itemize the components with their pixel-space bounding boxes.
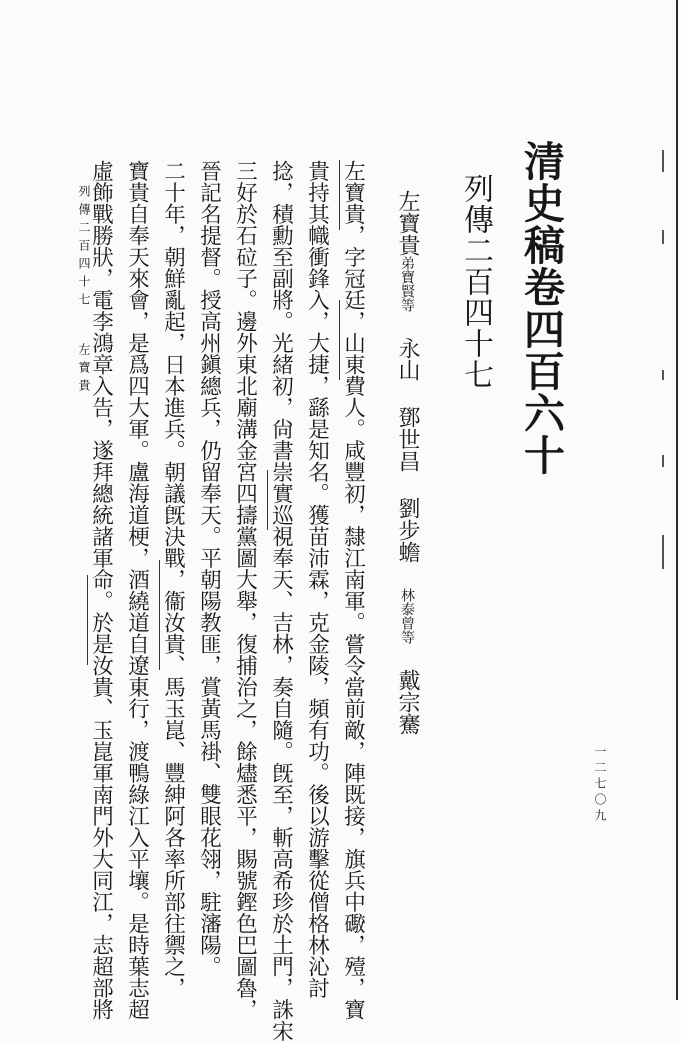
name-dai-zongqian: 戴宗騫: [395, 669, 420, 735]
body-text-column: 捻，積勳至副將。光緒初，尙書崇實巡視奉天、吉林，奏自隨。旣至，斬高希珍於土門，誅宋: [268, 160, 294, 1042]
name-note: 弟寶賢等: [399, 256, 415, 312]
edge-mark: [662, 150, 664, 172]
body-text-column: 左寶貴，字冠廷，山東費人。咸豐初，隸江南軍。嘗令當前敵，陣既接，旗兵中礮，殪，寶: [340, 160, 366, 1020]
name-underline: [339, 160, 340, 230]
name-underline: [267, 470, 268, 530]
body-text-column: 虛飾戰勝狀，電李鴻章入告，遂拜總統諸軍命。於是汝貴、玉崑軍南門外大同江，志超部將: [88, 160, 114, 1020]
edge-mark: [662, 230, 664, 244]
name-underline: [339, 300, 340, 380]
body-text-column: 晉記名提督。授高州鎭總兵，仍留奉天。平朝陽教匪，賞黃馬褂、雙眼花翎，駐瀋陽。: [196, 160, 222, 977]
edge-mark: [662, 535, 664, 569]
biography-names-line: [396, 190, 418, 750]
running-head: 列傳二百四十七: [77, 185, 91, 311]
name-deng-shichang: 鄧世昌: [395, 406, 420, 472]
edge-mark: [662, 370, 664, 380]
name-underline: [159, 560, 160, 670]
body-text-column: 貴持其幟衝鋒入，大捷，繇是知名。獲苗沛霖，克金陵，頻有功。後以游擊從僧格林沁討: [304, 160, 330, 999]
body-text-column: 二十年，朝鮮亂起，日本進兵。朝議旣決戰，衞汝貴、馬玉崑、豐紳阿各率所部往禦之，: [160, 160, 186, 999]
page-edge-border: [676, 0, 678, 1000]
body-text-column: 三好於石砬子。邊外東北廟溝金宮四擣黨圖大舉，復捕治之，餘燼悉平，賜號鏗色巴圖魯，: [232, 160, 258, 1020]
name-liu-buchan: 劉步蟾: [395, 497, 420, 563]
running-name: 左寶貴: [77, 343, 91, 397]
chapter-title: 列傳二百四十七: [458, 173, 493, 390]
edge-mark: [662, 455, 664, 467]
name-zuo-baogui: 左寶貴: [395, 190, 420, 256]
name-underline: [87, 575, 88, 665]
name-yongshan: 永山: [395, 337, 420, 381]
body-text-column: 寶貴自奉天來會，是爲四大軍。盧海道梗，酒繞道自遼東行，渡鴨綠江入平壤。是時葉志超: [124, 160, 150, 1020]
name-note: 林泰曾等: [399, 588, 415, 644]
volume-title: 清史稿卷四百六十: [517, 140, 565, 476]
page-number: 一二七〇九: [593, 745, 607, 825]
